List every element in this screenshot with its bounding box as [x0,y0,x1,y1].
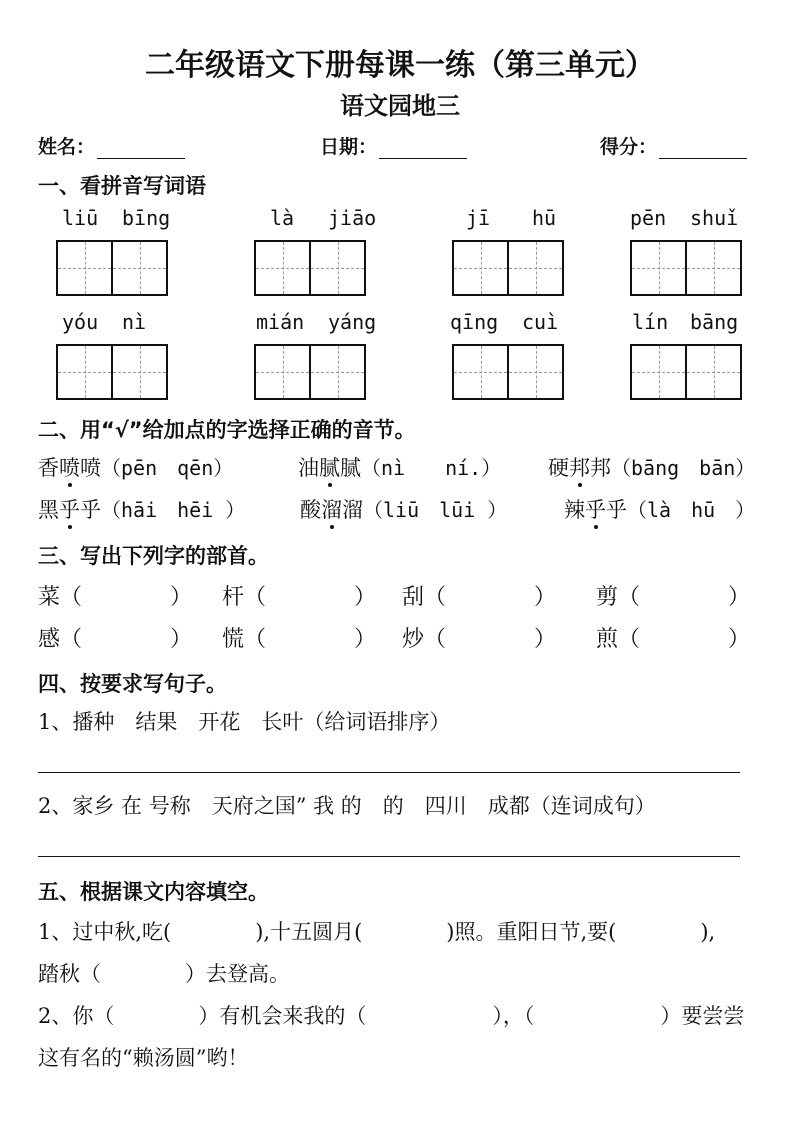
radical-item[interactable]: 感（ ） [38,627,193,652]
section1-heading: 一、看拼音写词语 [38,174,206,198]
pinyin-label: pēn [630,206,667,230]
pinyin-label: jiāo [328,206,377,230]
name-blank[interactable] [97,140,185,159]
writing-grid[interactable] [56,344,168,400]
radical-item[interactable]: 煎（ ） [596,627,751,652]
pinyin-label: hū [532,206,557,230]
date-label: 日期： [320,136,378,158]
pinyin-label: shuǐ [690,206,739,230]
pinyin-choice-item[interactable]: 油腻腻（nì ní.） [298,452,501,482]
question-1: 1、播种 结果 开花 长叶（给词语排序） [38,710,451,734]
pinyin-choice-item[interactable]: 黑乎乎（hāi hēi ） [38,494,245,524]
pinyin-label: bāng [690,310,739,334]
writing-grid[interactable] [452,344,564,400]
writing-grid[interactable] [630,240,742,296]
fill-line: 这有名的“赖汤圆”哟！ [38,1046,249,1070]
writing-grid[interactable] [254,240,366,296]
section4-heading: 四、按要求写句子。 [38,672,227,696]
pinyin-label: qīng [450,310,499,334]
radical-item[interactable]: 炒（ ） [402,627,557,652]
radical-item[interactable]: 菜（ ） [38,585,193,610]
answer-line[interactable] [38,772,740,773]
pinyin-choice-item[interactable]: 硬邦邦（bāng bān） [548,452,755,482]
pinyin-label: cuì [522,310,559,334]
score-blank[interactable] [659,140,747,159]
fill-line[interactable]: 2、你（ ）有机会来我的（ ），（ ）要尝尝 [38,1004,745,1028]
name-label: 姓名： [38,136,96,158]
page-subtitle: 语文园地三 [340,92,460,120]
pinyin-label: mián [256,310,305,334]
pinyin-label: liū [62,206,99,230]
pinyin-label: yóu [62,310,99,334]
pinyin-label: nì [122,310,147,334]
section5-heading: 五、根据课文内容填空。 [38,880,269,904]
pinyin-label: là [270,206,295,230]
score-field[interactable] [600,132,747,159]
section3-heading: 三、写出下列字的部首。 [38,544,269,568]
pinyin-label: lín [632,310,669,334]
writing-grid[interactable] [452,240,564,296]
name-field[interactable] [38,132,185,159]
writing-grid[interactable] [630,344,742,400]
pinyin-choice-item[interactable]: 辣乎乎（là hū ） [564,494,755,524]
writing-grid[interactable] [56,240,168,296]
radical-item[interactable]: 慌（ ） [222,627,377,652]
pinyin-choice-item[interactable]: 酸溜溜（liū lūi ） [300,494,507,524]
date-blank[interactable] [379,140,467,159]
fill-line[interactable]: 踏秋（ ）去登高。 [38,962,290,986]
score-label: 得分： [600,136,658,158]
radical-item[interactable]: 杆（ ） [222,585,377,610]
radical-item[interactable]: 刮（ ） [402,585,557,610]
answer-line[interactable] [38,856,740,857]
section2-heading: 二、用“√”给加点的字选择正确的音节。 [38,418,416,442]
pinyin-choice-item[interactable]: 香喷喷（pēn qēn） [38,452,233,482]
question-2: 2、家乡 在 号称 天府之国” 我 的 的 四川 成都（连词成句） [38,794,656,818]
fill-line[interactable]: 1、过中秋,吃( ),十五圆月( )照。重阳日节,要( ), [38,920,716,944]
pinyin-label: jī [466,206,491,230]
pinyin-label: bīng [122,206,171,230]
writing-grid[interactable] [254,344,366,400]
date-field[interactable] [320,132,467,159]
pinyin-label: yáng [328,310,377,334]
radical-item[interactable]: 剪（ ） [596,585,751,610]
page-title: 二年级语文下册每课一练（第三单元） [145,48,655,83]
